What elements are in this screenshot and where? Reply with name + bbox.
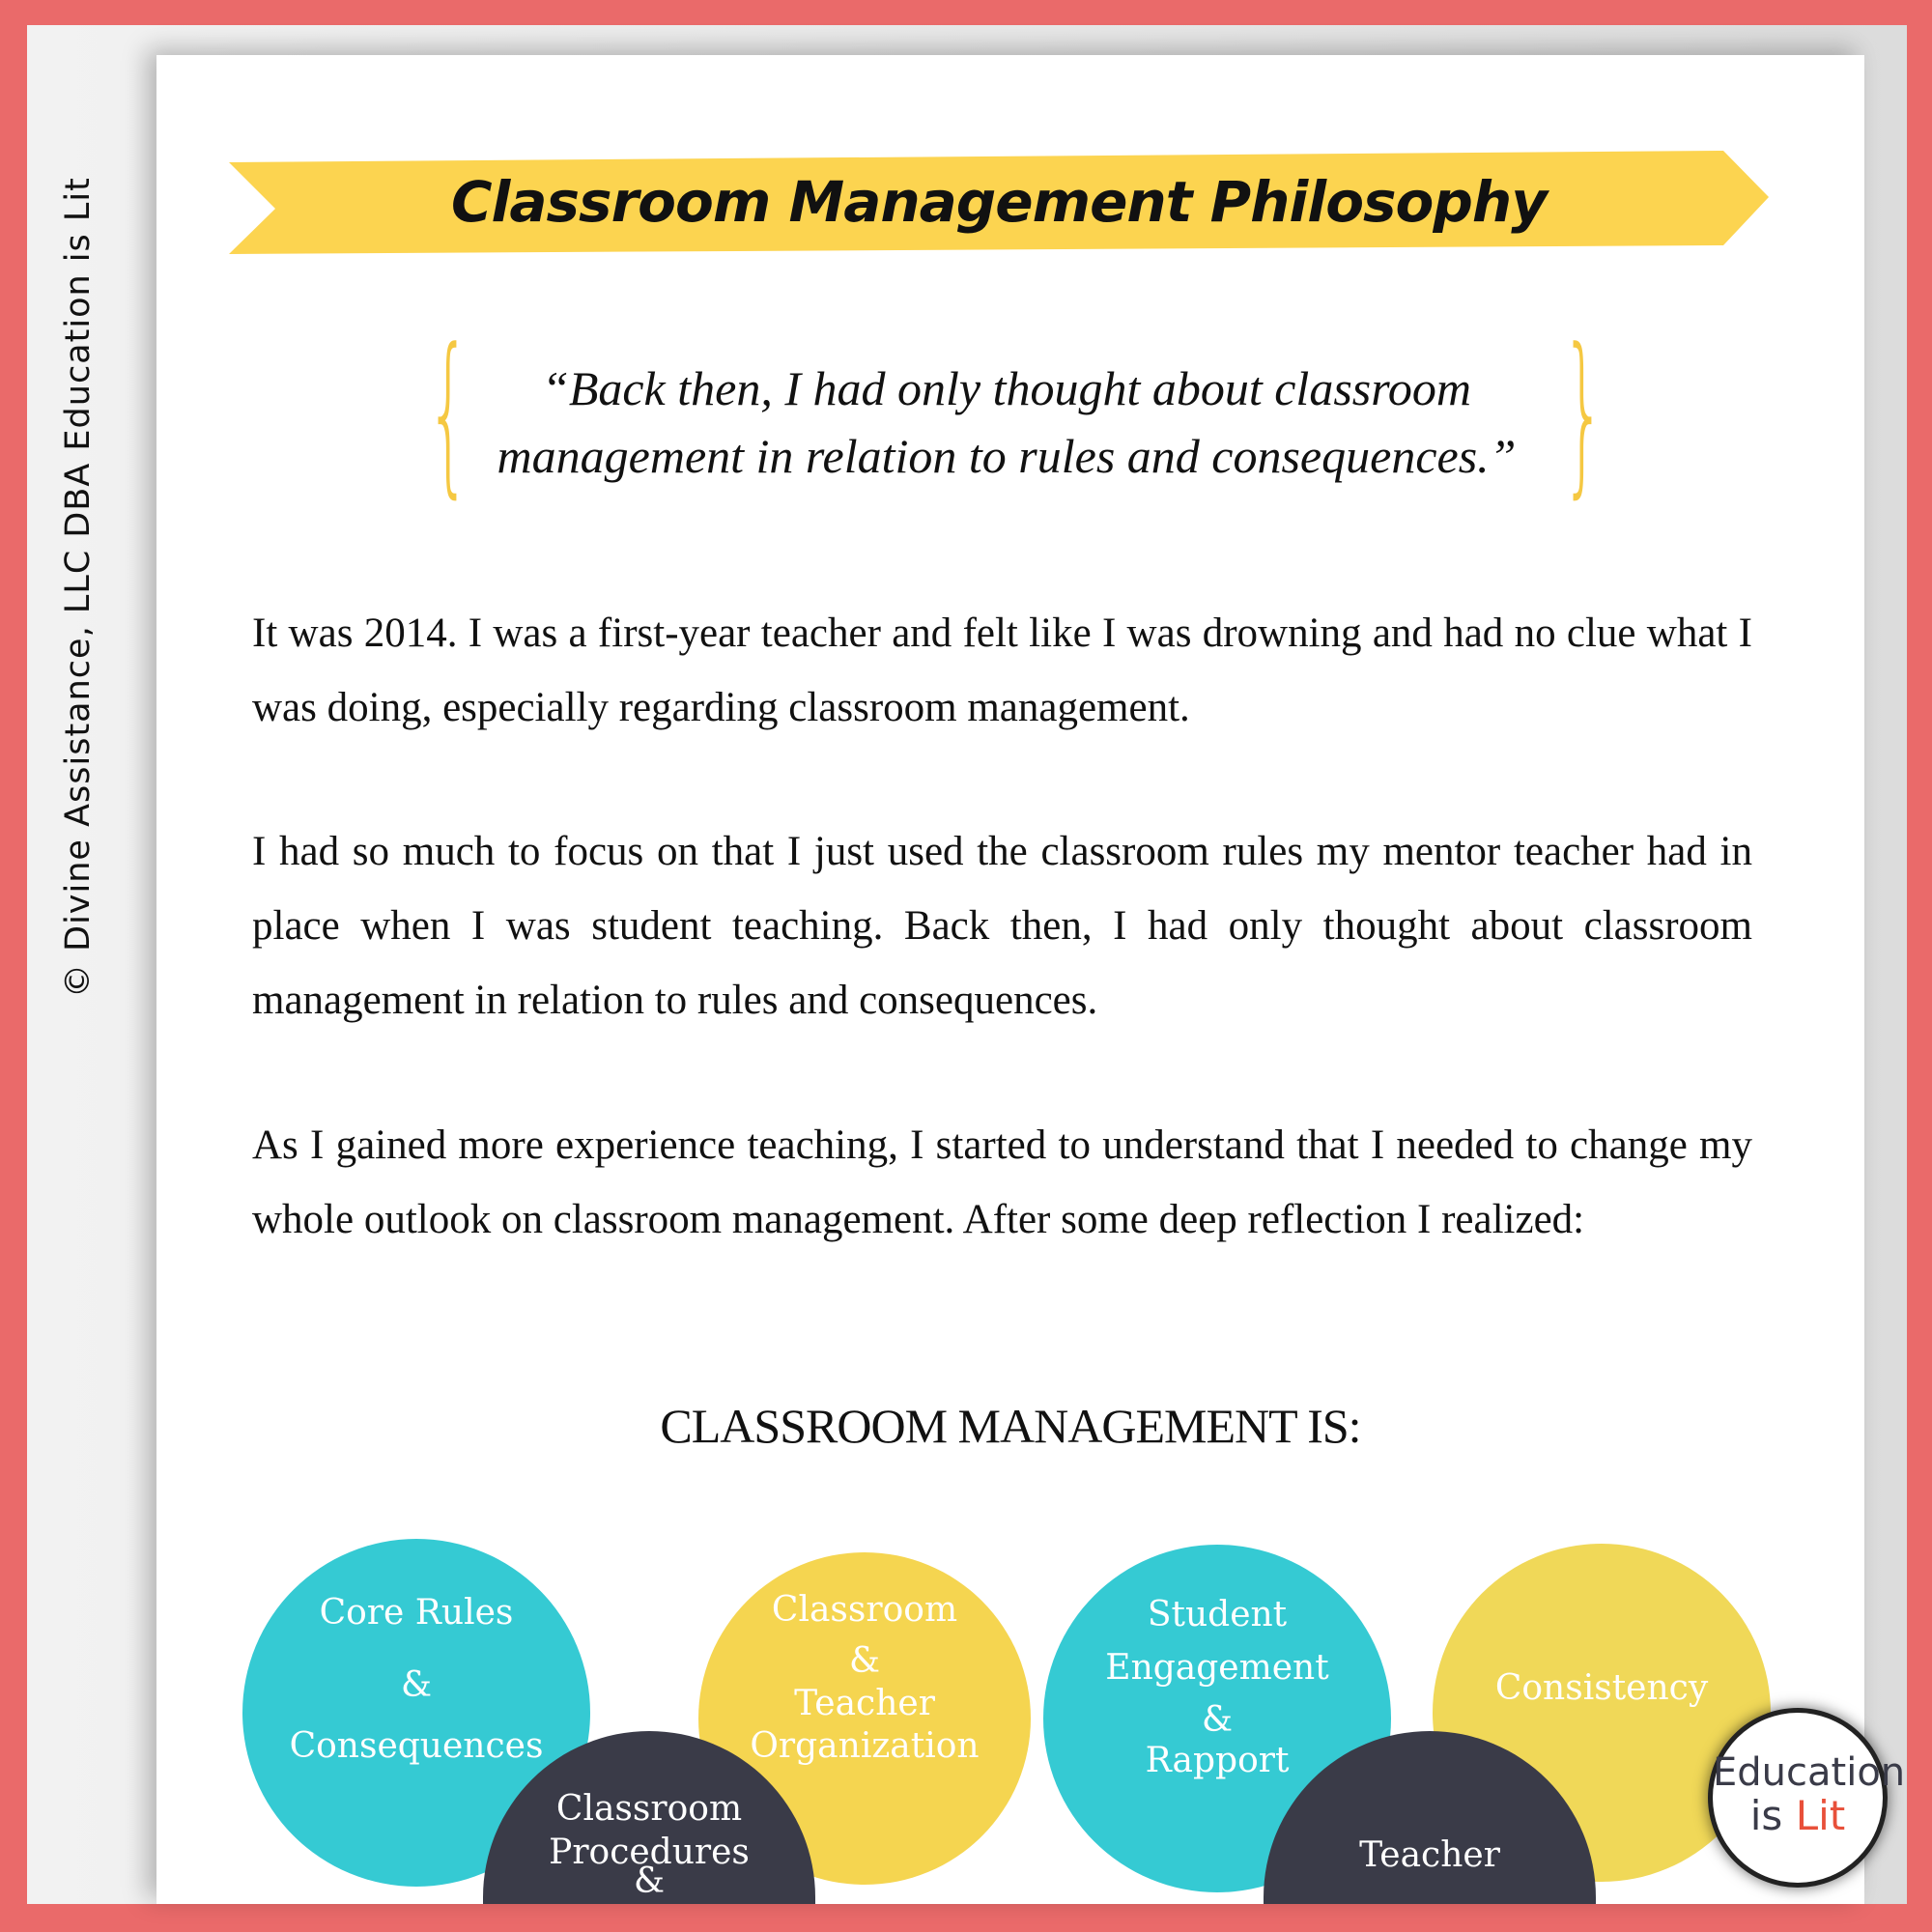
page-title: Classroom Management Philosophy <box>450 169 1548 235</box>
logo-lit: Lit <box>1795 1792 1846 1839</box>
quote-line: “Back then, I had only thought about classroom <box>542 361 1471 415</box>
section-heading: CLASSROOM MANAGEMENT IS: <box>660 1399 1361 1453</box>
circle-label: Teacher <box>794 1684 935 1723</box>
paragraph: It was 2014. I was a first-year teacher and felt like I was drowning and had no clue what I was doing, especially regarding classroom management. <box>252 611 1752 730</box>
circle-label: Consequences <box>289 1726 544 1766</box>
circle-label: Classroom <box>771 1590 958 1630</box>
circle-label: Consistency <box>1494 1668 1709 1708</box>
logo-line2 <box>1713 1794 1883 1838</box>
circle-label: Procedures <box>549 1833 750 1872</box>
page-frame <box>27 25 1907 1904</box>
circle-label: Organization <box>750 1726 980 1766</box>
circle-label: Core Rules <box>319 1593 514 1633</box>
circle-label: Student <box>1147 1595 1288 1634</box>
quote-line: management in relation to rules and consequences.” <box>497 429 1517 483</box>
education-is-lit-logo <box>1713 1713 1906 1883</box>
circle-label: Classroom <box>555 1789 743 1829</box>
copyright-text: © Divine Assistance, LLC DBA Education is Lit <box>59 177 98 998</box>
paragraph: As I gained more experience teaching, I started to understand that I needed to change my whole outlook on classroom management. After some deep reflection I realized: <box>252 1122 1752 1242</box>
right-brace-icon: } <box>1561 312 1606 514</box>
left-brace-icon: { <box>426 312 471 514</box>
circle-label: & <box>400 1665 433 1705</box>
logo-is: is <box>1749 1792 1783 1839</box>
circle-label: & <box>633 1861 666 1901</box>
paragraph: I had so much to focus on that I just used the classroom rules my mentor teacher had in place when I was student teaching. Back then, I had only thought about classroom management in relation to rules and consequences. <box>252 829 1752 1023</box>
pull-quote <box>475 355 1538 490</box>
circle-label: Engagement <box>1105 1648 1329 1688</box>
circle-label: Teacher <box>1359 1835 1500 1875</box>
circle-label: & <box>1201 1700 1234 1740</box>
logo-line1: Education <box>1713 1750 1906 1795</box>
document-page <box>156 55 1906 1904</box>
circle-label: Rapport <box>1145 1741 1290 1780</box>
circle-label: & <box>848 1641 881 1681</box>
